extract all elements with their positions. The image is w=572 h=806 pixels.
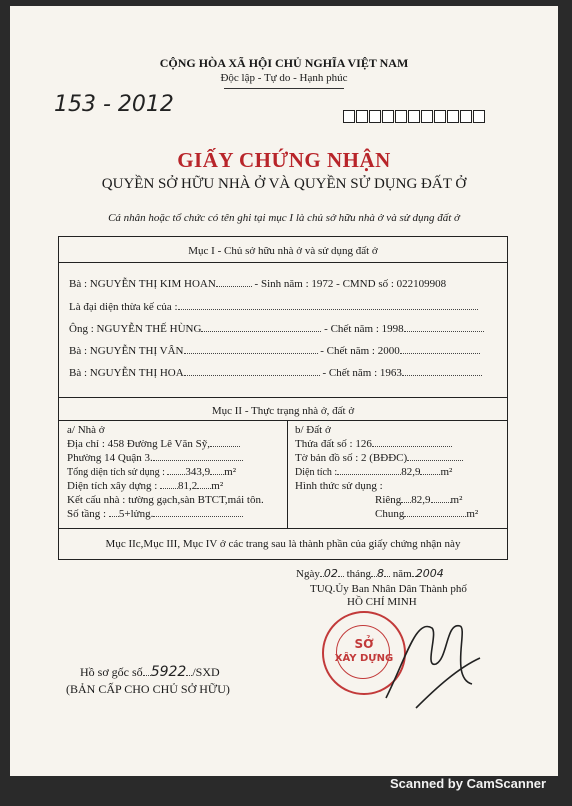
build-area: Diện tích xây dựng : 81,2 m² [67,480,224,492]
certificate-title: GIẤY CHỨNG NHẬN [177,148,391,172]
serial-boxes [343,110,486,123]
owner-name: NGUYỄN THỊ KIM HOAN [89,278,216,290]
footer-note: Mục IIc,Mục III, Mục IV ở các trang sau là thành phần của giấy chứng nhận này [105,538,461,550]
signature-scribble [376,598,486,718]
authority-line2: HỒ CHÍ MINH [347,596,417,608]
section2-heading: Mục II - Thực trạng nhà ở, đất ở [211,405,355,417]
house-title: a/ Nhà ở [67,424,105,436]
land-area: Diện tích : 82,9 m² [295,466,453,478]
camscanner-watermark: Scanned by CamScanner [390,776,547,791]
shared-area: Chung m² [375,508,479,520]
record-number: Hồ sơ gốc số 5922 /SXD [80,664,220,680]
house-address-line2: Phường 14 Quận 3. [67,452,243,464]
heir-row: Bà : NGUYỄN THỊ VÂN - Chết năm : 2000 [69,345,480,357]
private-area: Riêng 82,9 m² [375,494,463,506]
motto: Độc lập - Tự do - Hạnh phúc [220,72,348,84]
certificate-subtitle: QUYỀN SỞ HỮU NHÀ Ở VÀ QUYỀN SỬ DỤNG ĐẤT Ở [101,176,467,192]
structure: Kết cấu nhà : tường gạch,sàn BTCT,mái tôn. [67,494,264,506]
section1-heading: Mục I - Chủ sở hữu nhà ở và sử dụng đất ở [188,245,378,257]
signature-date: Ngày 02 tháng 8 năm 2004 [296,567,444,580]
house-address: Địa chỉ : 458 Đường Lê Văn Sỹ, [67,438,240,450]
certificate-intro: Cá nhân hoặc tổ chức có tên ghi tại mục I là chủ sở hữu nhà ở và sử dụng đất ở [108,212,460,224]
heirs-label: Là đại diện thừa kế của : [69,301,478,313]
official-seal: SỞ XÂY DỰNG [322,611,406,695]
republic-heading: CỘNG HÒA XÃ HỘI CHỦ NGHĨA VIỆT NAM [159,56,409,70]
heir-row: Bà : NGUYỄN THỊ HOA - Chết năm : 1963 [69,367,482,379]
land-title: b/ Đất ở [295,424,331,436]
copy-note: (BẢN CẤP CHO CHỦ SỞ HỮU) [66,682,230,696]
document-page [10,6,558,776]
handwritten-number: 153 - 2012 [54,92,174,117]
total-area: Tổng diện tích sử dụng : 343,9 m² [67,466,237,478]
owner-row: Bà : NGUYỄN THỊ KIM HOAN - Sinh năm : 1972 - CMND số : 022109908 [69,278,447,290]
parcel: Thửa đất số : 126 [295,438,452,450]
floors: Số tầng : 5+lửng. [67,508,243,520]
heir-row: Ông : NGUYỄN THẾ HÙNG - Chết năm : 1998 [69,323,484,335]
use-form: Hình thức sử dụng : [295,480,383,492]
authority-line1: TUQ.Ủy Ban Nhân Dân Thành phố [310,583,467,595]
map-sheet: Tờ bản đồ số : 2 (BĐĐC) [295,452,463,464]
certificate-table [58,236,508,560]
